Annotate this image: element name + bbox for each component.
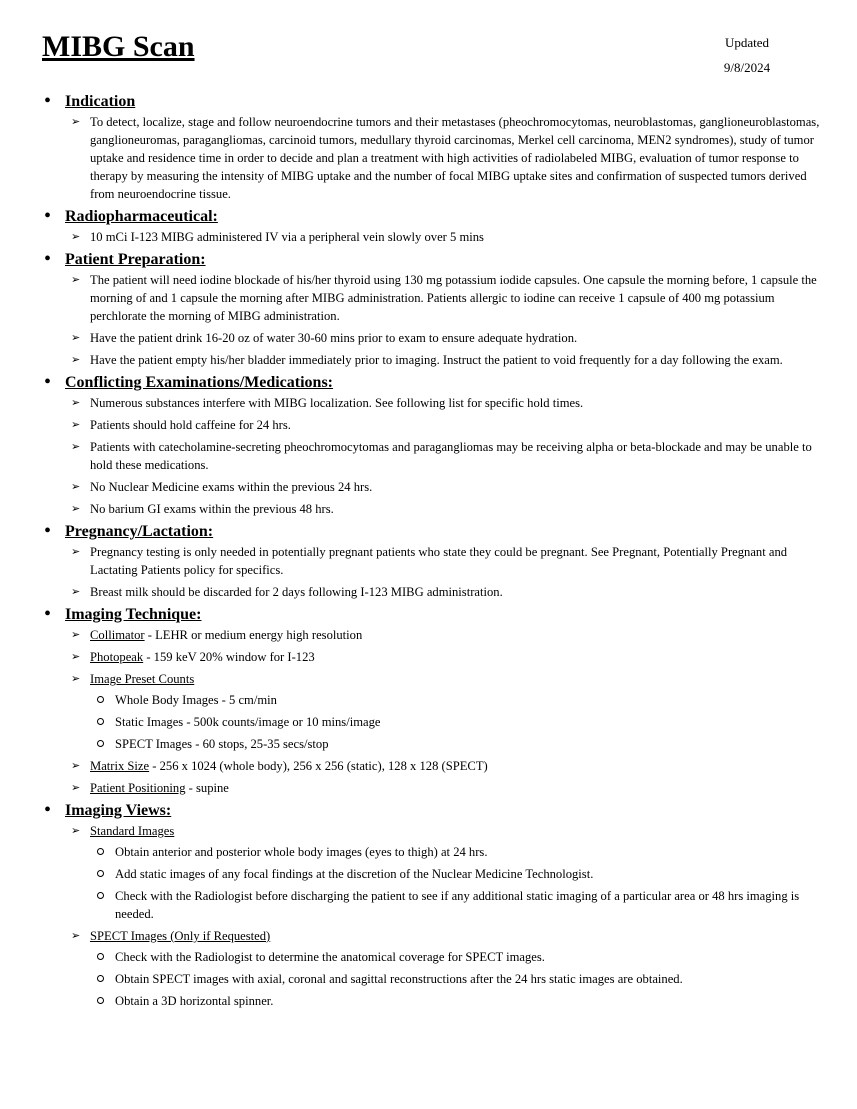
item-list <box>65 394 824 518</box>
item-text: - supine <box>185 781 229 795</box>
sub-list-item: Check with the Radiologist to determine the anatomical coverage for SPECT images. <box>90 948 824 966</box>
list-item: ➢ Numerous substances interfere with MIBG localization. See following list for specific hold times. <box>65 394 824 412</box>
list-item: ➢ 10 mCi I-123 MIBG administered IV via a peripheral vein slowly over 5 mins <box>65 228 824 246</box>
list-item: ➢ The patient will need iodine blockade of his/her thyroid using 130 mg potassium iodide capsules. One capsule the morning before, 1 capsule the morning of and 1 capsule the morning after MIBG administration. Patients allergic to iodine can receive 1 capsule of 400 mg potassium perchlorate the morning of MIBG administration. <box>65 271 824 325</box>
item-label: SPECT Images (Only if Requested) <box>90 929 271 943</box>
section-heading: Radiopharmaceutical: <box>65 208 218 225</box>
item-label: Image Preset Counts <box>90 672 195 686</box>
list-item-matrix <box>65 757 824 775</box>
section-pregnancy <box>44 522 824 601</box>
list-item: ➢ To detect, localize, stage and follow neuroendocrine tumors and their metastases (pheochromocytomas, neuroblastomas, ganglioneuroblastomas, ganglioneuromas, paragangliomas, carcinoid tumors, medullary thyroid carcinomas, Merkel cell carcinoma, MEN2 syndromes), study of tumor uptake and residence time in order to decide and plan a treatment with high activities of radiolabeled MIBG, evaluation of tumor response to therapy by measuring the intensity of MIBG uptake and the number of focal MIBG uptake sites and confirmation of suspected tumors derived from neuroendocrine tissue. <box>65 113 824 203</box>
item-list <box>65 228 824 246</box>
sub-list-item: SPECT Images - 60 stops, 25-35 secs/stop <box>90 735 824 753</box>
list-item-positioning <box>65 779 824 797</box>
section-list <box>44 92 824 1010</box>
section-heading: Conflicting Examinations/Medications: <box>65 374 334 391</box>
list-item: ➢ No barium GI exams within the previous 48 hrs. <box>65 500 824 518</box>
sub-item-list <box>90 691 824 753</box>
updated-stamp <box>702 30 792 80</box>
list-item: ➢ Pregnancy testing is only needed in potentially pregnant patients who state they could be pregnant. See Pregnant, Potentially Pregnant and Lactating Patients policy for specifics. <box>65 543 824 579</box>
list-item-spect-images <box>65 927 824 1010</box>
updated-label: Updated <box>724 35 770 50</box>
item-list <box>65 113 824 203</box>
sub-item-list <box>90 843 824 923</box>
section-patient-preparation <box>44 250 824 369</box>
list-item-standard-images <box>65 822 824 923</box>
updated-date: 9/8/2024 <box>723 60 771 75</box>
section-heading: Indication <box>65 93 136 110</box>
section-imaging-technique <box>44 605 824 797</box>
section-imaging-views <box>44 801 824 1010</box>
section-indication <box>44 92 824 203</box>
sub-list-item: Whole Body Images - 5 cm/min <box>90 691 824 709</box>
sub-list-item: Obtain SPECT images with axial, coronal and sagittal reconstructions after the 24 hrs static images are obtained. <box>90 970 824 988</box>
section-heading: Patient Preparation: <box>65 251 206 268</box>
document-body <box>44 92 824 1014</box>
sub-list-item: Add static images of any focal findings at the discretion of the Nuclear Medicine Technologist. <box>90 865 824 883</box>
list-item-preset-counts <box>65 670 824 753</box>
sub-list-item: Static Images - 500k counts/image or 10 mins/image <box>90 713 824 731</box>
list-item-photopeak <box>65 648 824 666</box>
item-label: Standard Images <box>90 824 175 838</box>
section-heading: Imaging Views: <box>65 802 172 819</box>
sub-list-item: Obtain anterior and posterior whole body images (eyes to thigh) at 24 hrs. <box>90 843 824 861</box>
item-list <box>65 822 824 1010</box>
list-item: ➢ Breast milk should be discarded for 2 days following I-123 MIBG administration. <box>65 583 824 601</box>
sub-list-item: Check with the Radiologist before discharging the patient to see if any additional static imaging of a particular area or 48 hrs imaging is needed. <box>90 887 824 923</box>
item-label: Patient Positioning <box>90 781 186 795</box>
item-text: - 159 keV 20% window for I-123 <box>143 650 315 664</box>
list-item: ➢ Have the patient drink 16-20 oz of water 30-60 mins prior to exam to ensure adequate hydration. <box>65 329 824 347</box>
item-list <box>65 271 824 369</box>
list-item: ➢ No Nuclear Medicine exams within the previous 24 hrs. <box>65 478 824 496</box>
item-text: - 256 x 1024 (whole body), 256 x 256 (static), 128 x 128 (SPECT) <box>149 759 488 773</box>
item-list <box>65 543 824 601</box>
sub-item-list <box>90 948 824 1010</box>
page-title: MIBG Scan <box>42 30 195 63</box>
item-label: Photopeak <box>90 650 144 664</box>
item-label: Matrix Size <box>90 759 150 773</box>
list-item: ➢ Have the patient empty his/her bladder immediately prior to imaging. Instruct the patient to void frequently for a day following the exam. <box>65 351 824 369</box>
list-item: ➢ Patients should hold caffeine for 24 hrs. <box>65 416 824 434</box>
section-heading: Pregnancy/Lactation: <box>65 523 214 540</box>
list-item-collimator <box>65 626 824 644</box>
sub-list-item: Obtain a 3D horizontal spinner. <box>90 992 824 1010</box>
item-text: - LEHR or medium energy high resolution <box>144 628 363 642</box>
section-radiopharmaceutical <box>44 207 824 246</box>
item-list <box>65 626 824 797</box>
list-item: ➢ Patients with catecholamine-secreting pheochromocytomas and paragangliomas may be receiving alpha or beta-blockade and may be unable to hold these medications. <box>65 438 824 474</box>
section-heading: Imaging Technique: <box>65 606 202 623</box>
section-conflicting <box>44 373 824 518</box>
item-label: Collimator <box>90 628 145 642</box>
